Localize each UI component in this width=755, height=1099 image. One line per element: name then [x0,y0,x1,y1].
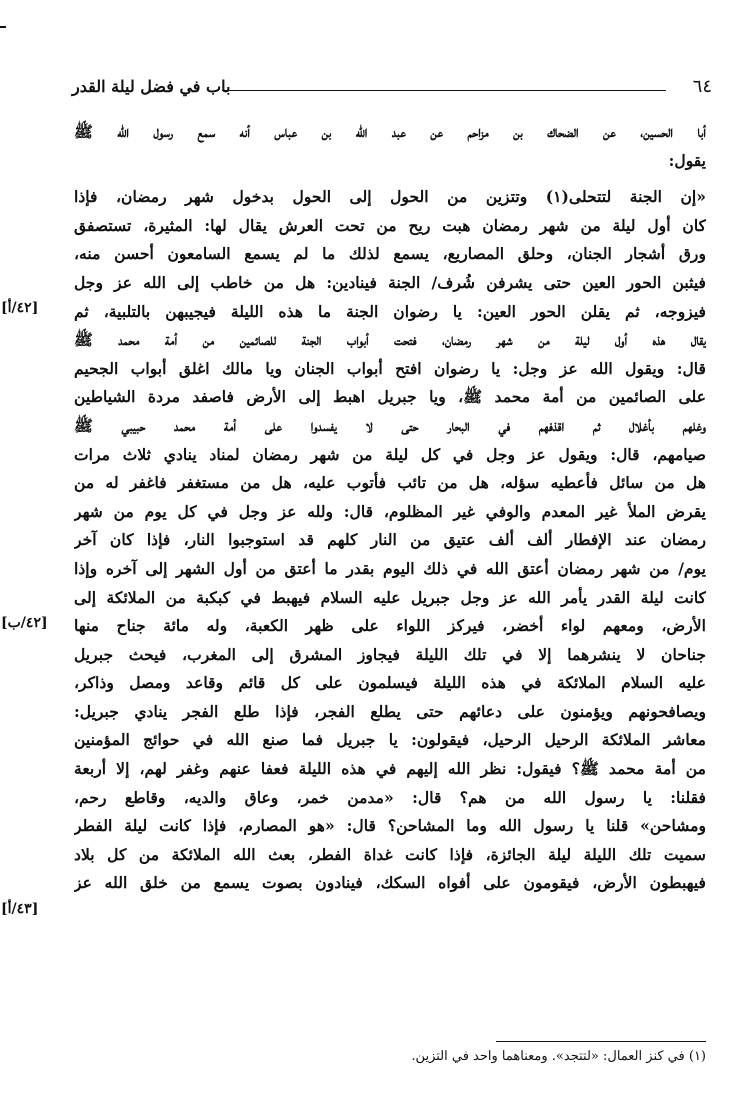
text-line: سميت تلك الليلة ليلة الجائزة، فإذا كانت غداة الفطر، بعث الله الملائكة من كل بلاد [74,844,706,864]
footnote: (١) في كنز العمال: «لتتجد». ومعناهما واحد في التزين. [411,1049,706,1064]
text-line: فيهبطون الأرض، فيقومون على أفواه السكك، فينادون بصوت يسمع من خلق الله عز [74,873,706,893]
margin-ref-43a: [٤٣/أ] [1,901,39,917]
text-line: ورق أشجار الجنان، وحلق المصاريع، يسمع لذلك ما لم يسمع السامعون أحسن منه، [74,244,706,264]
text-line: من أمة محمد ﷺ؟ فيقول: نظر الله إليهم في هذه الليلة فعفا عنهم وغفر لهم، إلا أربعة [74,759,706,779]
text-line: صيامهم، قال: ويقول عز وجل في كل ليلة من شهر رمضان لمناد ينادي ثلاث مرات [74,444,706,464]
text-line: الأرض، ومعهم لواء أخضر، فيركز اللواء على ظهر الكعبة، وله مائة جناح منها [74,616,706,636]
text-line: جناحان لا ينشرهما إلا في تلك الليلة فيجاوز المشرق إلى المغرب، فيحث جبريل [74,644,706,664]
text-line: فقلنا: يا رسول الله من هم؟ قال: «مدمن خمر، وعاق والديه، وقاطع رحم، [74,787,706,807]
text-line: قال: ويقول الله عز وجل: يا رضوان افتح أبواب الجنان ويا مالك اغلق أبواب الجحيم [74,358,706,378]
text-line: يوم/ من شهر رمضان أعتق الله في ذلك اليوم بقدر ما أعتق من أول الشهر إلى آخره وإذا [74,558,706,578]
text-line: فيزوجه، ثم يقلن الحور العين: يا رضوان الجنة ما هذه الليلة فيجيبهن بالتلبية، ثم [74,301,706,321]
intro-line: يقول: [668,150,706,170]
margin-ref-42a: [٤٢/أ] [1,300,39,316]
text-line: عليه السلام الملائكة في هذه الليلة فيسلمون على كل قائم وقاعد ومصل وذاكر، [74,673,706,693]
scan-corner-mark [0,26,6,28]
text-line: على الصائمين من أمة محمد ﷺ، ويا جبريل اهبط إلى الأرض فاصفد مردة الشياطين [74,387,706,407]
footnote-rule [496,1041,706,1042]
margin-ref-42b: [٤٢/ب] [1,615,48,631]
text-line: رمضان عند الإفطار ألف ألف عتيق من النار كلهم قد استوجبوا النار، فإذا كان آخر [74,530,706,550]
text-line: كان أول ليلة من شهر رمضان هبت ريح من تحت العرش يقال لها: المثيرة، تستصفق [74,215,706,235]
hadith-text [74,183,706,898]
main-text [74,118,706,898]
intro-line: أبا الحسين، عن الضحاك بن مزاحم عن عبد الله بن عباس أنه سمع رسول الله ﷺ [74,122,706,141]
text-line: هل من سائل فأعطيه سؤله، هل من تائب فأتوب عليه، هل من مستغفر فاغفر له من [74,473,706,493]
text-line: معاشر الملائكة الرحيل الرحيل، فيقولون: يا جبريل فما صنع الله في حوائج المؤمنين [74,730,706,750]
page-number: ٦٤ [692,76,712,97]
text-line: وغلهم بأغلال ثم اقذفهم في البحار حتى لا يفسدوا على أمة محمد حبيبي ﷺ [74,415,706,435]
text-line: ومشاحن» قلنا يا رسول الله وما المشاحن؟ قال: «هو المصارم، فإذا كانت ليلة الفطر [74,816,706,836]
text-line: «إن الجنة لتتحلى(١) وتتزين من الحول إلى الحول بدخول شهر رمضان، فإذا [74,187,706,207]
page-header [72,76,712,104]
text-line: ويصافحونهم ويؤمنون على دعائهم حتى يطلع الفجر، فإذا طلع الفجر ينادي جبريل: [74,701,706,721]
text-line: يقال هذه أول ليلة من شهر رمضان، فتحت أبواب الجنة للصائمين من أمة محمد ﷺ [74,330,706,350]
text-line: كانت ليلة القدر يأمر الله عز وجل جبريل عليه السلام فيهبط في كبكبة من الملائكة إلى [74,587,706,607]
paragraph-gap [74,175,706,183]
header-rule [222,90,666,91]
running-title: باب في فضل ليلة القدر [72,77,231,96]
text-line: فيثبن الحور العين حتى يشرفن شُرف/ الجنة فينادين: هل من خاطب إلى الله عز وجل [74,272,706,292]
text-line: يقرض الملأ غير المعدم والوفي غير المظلوم، قال: ولله عز وجل في كل يوم من شهر [74,501,706,521]
